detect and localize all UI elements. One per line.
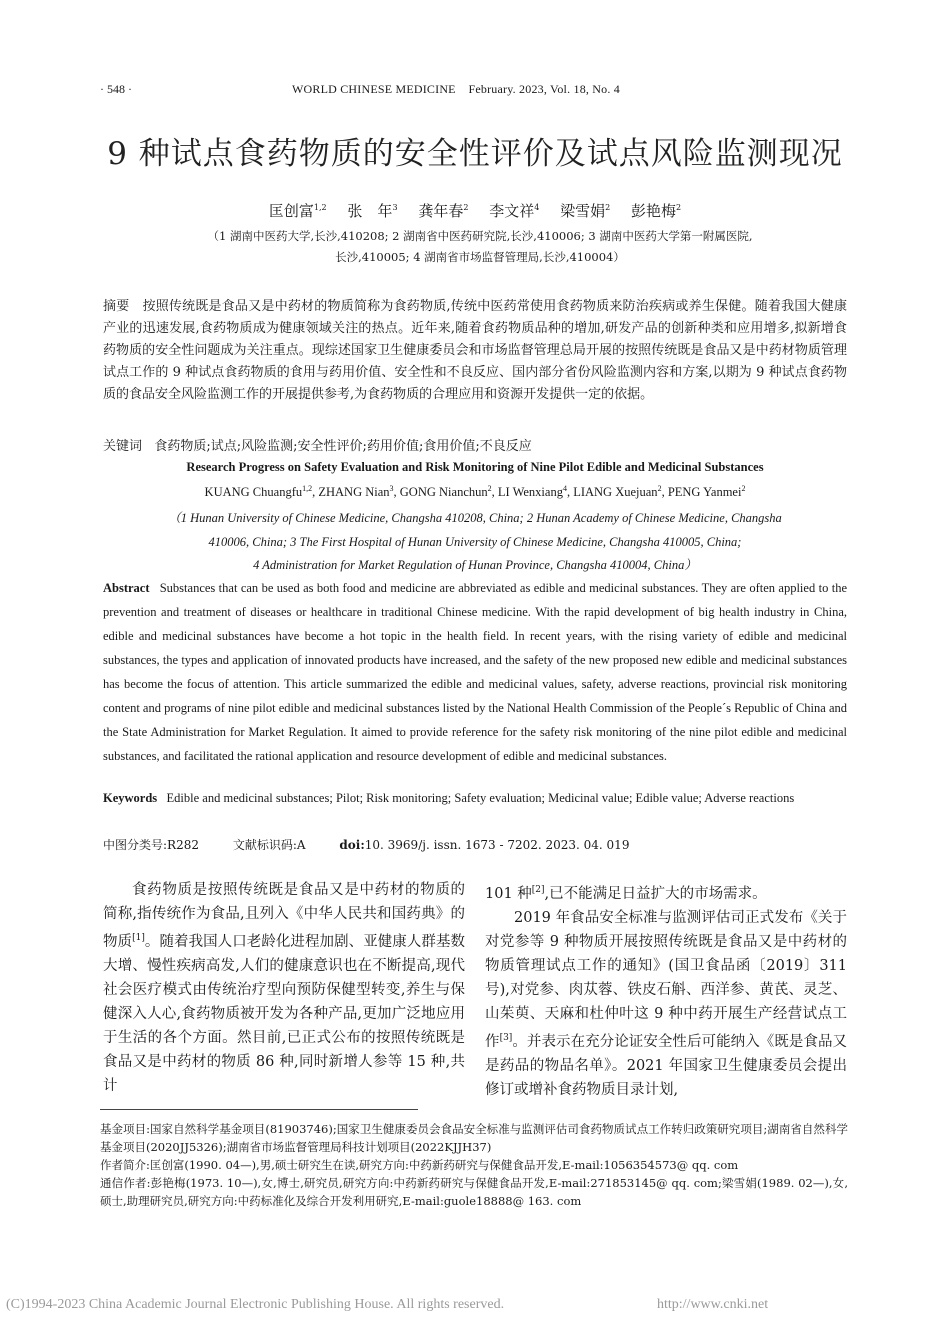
keywords-cn-label: 关键词 [103, 439, 143, 454]
author-5: 梁雪娟$^2$ [560, 202, 611, 220]
keywords-cn-text: 食药物质;试点;风险监测;安全性评价;药用价值;食用价值;不良反应 [154, 439, 532, 454]
affiliation-cn-line-1: （1 湖南中医药大学,长沙,410208; 2 湖南省中医药研究院,长沙,410006; 3 湖南中医药大学第一附属医院, [207, 229, 753, 243]
author-en-4: LI Wenxiang$^4$ [497, 484, 567, 500]
journal-info: WORLD CHINESE MEDICINE February. 2023, Vol. 18, No. 4 [292, 82, 620, 96]
document-code: 文献标识码:A [232, 838, 306, 852]
author-en-5: LIANG Xuejuan$^2$ [573, 484, 662, 500]
author-2: 张 年$^3$ [347, 202, 398, 220]
footnote-author-bio: 作者简介:匡创富(1990. 04—),男,硕士研究生在读,研究方向:中药新药研究与保健食品开发,E-mail:1056354573@ qq. com [100, 1158, 739, 1172]
abstract-en [103, 576, 847, 768]
footnotes [100, 1120, 848, 1210]
abstract-en-text: Substances that can be used as both food and medicine are abbreviated as edible and medicinal substances. They are often applied to the prevention and treatment of diseases or healthcare in traditional Chinese medicine. With the rapid development of big health industry in China, edible and medicinal substances have become a hot topic in the health field. In recent years, with the rising variety of edible and medicinal substances, the types and application of innovated products have increased, and the safety of the new proposed new edible and medicinal substances has become the focus of attention. This article summarized the edible and medicinal values, safety, adverse reactions, provincial risk monitoring content and programs of nine pilot edible and medicinal substances listed by the National Health Commission of the People´s Republic of China and the State Administration for Market Regulation. It aimed to provide reference for the safety risk monitoring of the nine pilot edible and medicinal substances, and facilitated the rational application and resource development of edible and medicinal substances. [103, 581, 847, 763]
keywords-en-text: Edible and medicinal substances; Pilot; Risk monitoring; Safety evaluation; Medicinal value; Edible value; Adverse reactions [166, 791, 795, 805]
author-en-2: ZHANG Nian$^3$ [318, 484, 394, 500]
citation-3[interactable]: [3] [499, 1032, 513, 1043]
page-number: · 548 · [100, 82, 132, 96]
body-paragraph-1-cont: 101 种[2],已不能满足日益扩大的市场需求。 [485, 885, 767, 902]
body-paragraph-1: 食药物质是按照传统既是食品又是中药材的物质的简称,指传统作为食品,且列入《中华人民共和国药典》的物质[1]。随着我国人口老龄化进程加剧、亚健康人群基数大增、慢性疾病高发,人们的健康意识也在不断提高,现代社会医疗模式由传统治疗型向预防保健型转变,养生与保健深入人心,食药物质被开发为各种产品,更加广泛地应用于生活的各个方面。然目前,已正式公布的按照传统既是食品又是中药材的物质 86 种,同时新增人参等 15 种,共计 [103, 882, 466, 1094]
body-paragraph-2: 2019 年食品安全标准与监测评估司正式发布《关于对党参等 9 种物质开展按照传统既是食品又是中药材的物质管理试点工作的通知》(国卫食品函〔2019〕311 号),对党参、肉苁蓉、铁皮石斛、西洋参、黄芪、灵芝、山茱萸、天麻和杜仲叶这 9 种中药开展生产经营试点工作[3]。并表示在充分论证安全性后可能纳入《既是食品又是药品的物品名单》。2021 年国家卫生健康委员会提出修订或增补食药物质目录计划, [485, 909, 848, 1098]
affiliation-en-line-2: 410006, China; 3 The First Hospital of Hunan University of Chinese Medicine, Changsha 410005, China; [208, 535, 742, 549]
author-4: 李文祥$^4$ [489, 202, 540, 220]
footnote-correspondence: 通信作者:彭艳梅(1973. 10—),女,博士,研究员,研究方向:中药新药研究与保健食品开发,E-mail:271853145@ qq. com;梁雪娟(1989. 02—),女,硕士,助理研究员,研究方向:中药标准化及综合开发利用研究,E-mail:guole18888@ 163. com [100, 1176, 848, 1208]
affiliation-cn-line-2: 长沙,410005; 4 湖南省市场监督管理局,长沙,410004） [335, 250, 625, 264]
doi-label: doi: [339, 838, 365, 852]
author-3: 龚年春$^2$ [418, 202, 469, 220]
abstract-cn-label: 摘要 [103, 299, 130, 314]
doi-value: 10. 3969/j. issn. 1673 - 7202. 2023. 04. 019 [364, 838, 630, 852]
body-left-column [103, 878, 465, 1098]
footnote-divider [100, 1109, 418, 1110]
affiliation-en-line-1: （1 Hunan University of Chinese Medicine, Changsha 410208, China; 2 Hunan Academy of Chinese Medicine, Changsha [168, 511, 782, 525]
footnote-funding: 基金项目:国家自然科学基金项目(81903746);国家卫生健康委员会食品安全标准与监测评估司食药物质试点工作转归政策研究项目;湖南省自然科学基金项目(2020JJ5326);湖南省市场监督管理局科技计划项目(2022KJJH37) [100, 1122, 848, 1154]
abstract-en-label: Abstract [103, 581, 150, 595]
author-list-cn [0, 200, 950, 221]
body-right-column [485, 878, 847, 1102]
author-list-en: KUANG Chuangfu$^{1,2}$, ZHANG Nian$^3$, GONG Nianchun$^2$, LI Wenxiang$^4$, LIANG Xuejuan$^2$, PENG Yanmei$^2$ [204, 484, 746, 500]
author-en-1: KUANG Chuangfu$^{1,2}$ [204, 484, 313, 500]
keywords-cn [103, 436, 847, 458]
author-1: 匡创富$^{1,2}$ [268, 202, 327, 220]
affiliation-en-line-3: 4 Administration for Market Regulation of Hunan Province, Changsha 410004, China） [253, 558, 697, 572]
clc-number: 中图分类号:R282 [103, 838, 199, 852]
author-en-6: PENG Yanmei$^2$ [667, 484, 746, 500]
citation-1[interactable]: [1] [132, 933, 145, 943]
classification-line [103, 836, 847, 853]
keywords-en [103, 786, 847, 810]
abstract-cn [103, 296, 847, 406]
english-title: Research Progress on Safety Evaluation and Risk Monitoring of Nine Pilot Edible and Medicinal Substances [186, 460, 764, 474]
author-6: 彭艳梅$^2$ [630, 202, 682, 220]
watermark-copyright: (C)1994-2023 China Academic Journal Electronic Publishing House. All rights reserved. [6, 1297, 505, 1312]
article-title: 9 种试点食药物质的安全性评价及试点风险监测现况 [107, 136, 843, 172]
running-header [0, 82, 950, 100]
keywords-en-label: Keywords [103, 791, 158, 805]
abstract-cn-text: 按照传统既是食品又是中药材的物质简称为食药物质,传统中医药常使用食药物质来防治疾病或养生保健。随着我国大健康产业的迅速发展,食药物质成为健康领域关注的热点。近年来,随着食药物质品种的增加,研发产品的创新种类和应用增多,拟新增食药物质的安全性问题成为关注重点。现综述国家卫生健康委员会和市场监督管理总局开展的按照传统既是食品又是中药材物质管理试点工作的 9 种试点食药物质的食用与药用价值、安全性和不良反应、国内部分省份风险监测内容和方案,以期为 9 种试点食药物质的食品安全风险监测工作的开展提供参考,为食药物质的合理应用和资源开发提供一定的依据。 [103, 299, 847, 402]
watermark-url[interactable]: http://www.cnki.net [657, 1297, 769, 1312]
citation-2[interactable]: [2] [531, 885, 545, 895]
author-en-3: GONG Nianchun$^2$ [399, 484, 492, 500]
